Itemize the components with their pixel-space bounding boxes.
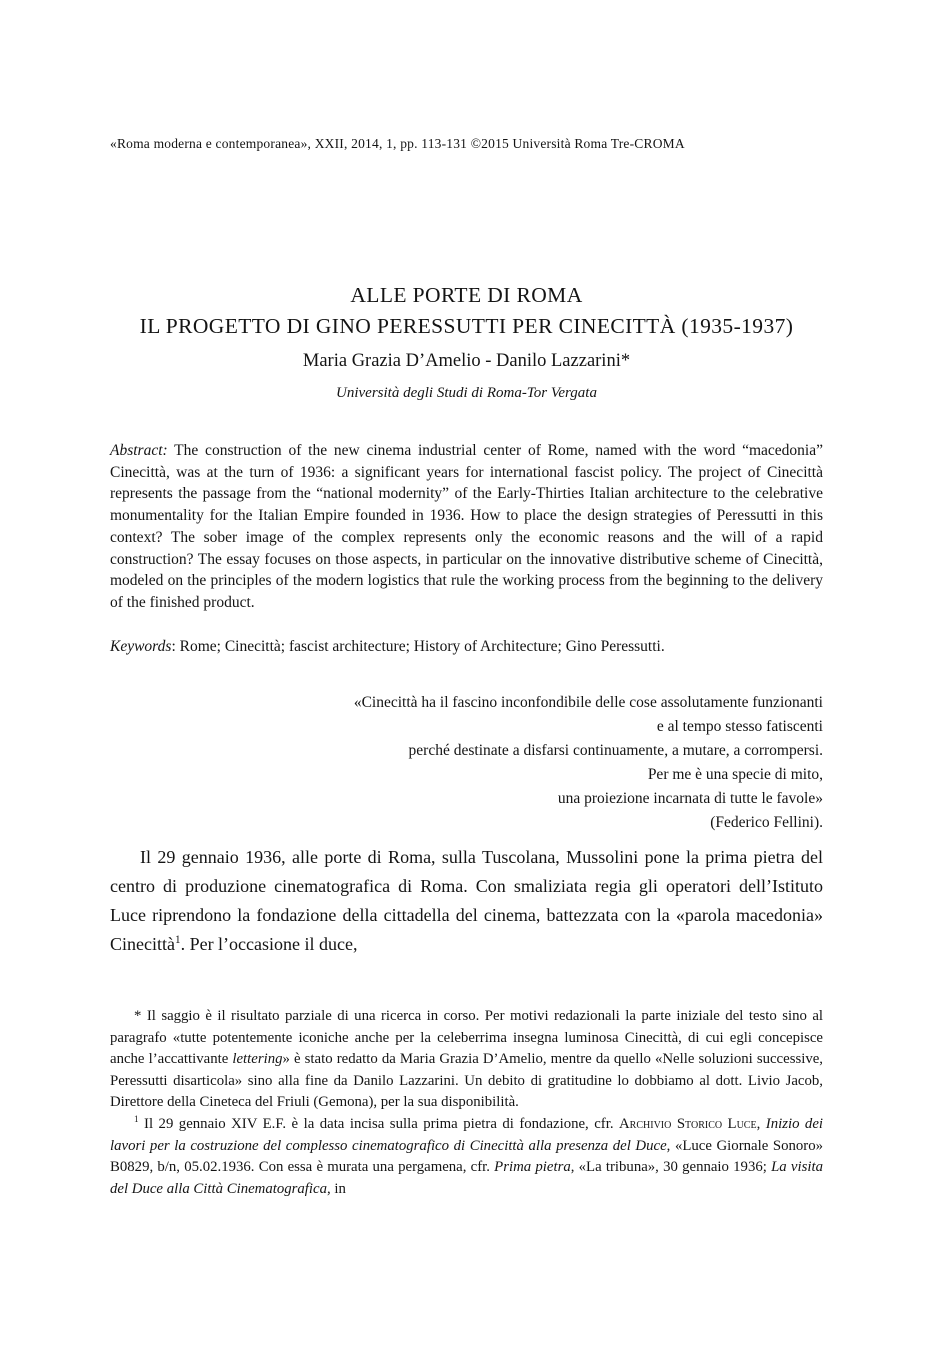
epigraph-line: e al tempo stesso fatiscenti [656,718,823,735]
affiliation-line: Università degli Studi di Roma-Tor Vergata [336,385,597,401]
footnote-1-text: , «Luce Giornale Sonoro» B0829, b/n, 05.02.1936. Con essa è murata una pergamena, cfr. [110,1137,823,1176]
keywords-label: Keywords [110,638,172,655]
abstract-label: Abstract: [110,442,168,459]
keywords-text: : Rome; Cinecittà; fascist architecture; History of Architecture; Gino Peressutti. [171,638,665,655]
paper-title [110,280,823,342]
journal-citation-header: «Roma moderna e contemporanea», XXII, 2014, 1, pp. 113-131 ©2015 Università Roma Tre-CROMA [110,136,685,151]
footnote-star-italic: lettering [232,1051,283,1068]
paper-title-line-2: IL PROGETTO DI GINO PERESSUTTI PER CINECITTÀ (1935-1937) [139,314,794,338]
body-text: Il 29 gennaio 1936, alle porte di Roma, sulla Tuscolana, Mussolini pone la prima pietra del centro di produzione cinematografica di Roma. Con smaliziata regia gli operatori dell’Istituto Luce riprendono la fondazione della cittadella del cinema, battezzata con la «parola macedonia» Cinecittà [110,847,823,954]
footnote-1-text: , «La tribuna», 30 gennaio 1936; [570,1159,772,1176]
footnote-1-italic: Prima pietra [494,1159,571,1176]
epigraph-attribution: (Federico Fellini). [710,814,823,831]
footnote-star-text: » è stato redatto da Maria Grazia D’Amelio, mentre da quello «Nelle soluzioni successive, Peressutti disarticola» sino alla fine da Danilo Lazzarini. Un debito di gratitudine lo dobbiamo al dott. Livio Jacob, Direttore della Cineteca del Friuli (Gemona), per la sua disponibilità. [110,1051,823,1111]
epigraph-line: una proiezione incarnata di tutte le favole» [557,790,823,807]
footnote-1-text: , in [327,1180,346,1197]
footnote-1-text: , [756,1115,766,1132]
footnotes-section [110,1006,823,1200]
body-paragraph [110,843,823,959]
epigraph-line: Per me è una specie di mito, [647,766,823,783]
paper-title-line-1: ALLE PORTE DI ROMA [350,283,583,307]
abstract-paragraph [110,440,823,614]
footnote-star [110,1006,823,1114]
authors-line: Maria Grazia D’Amelio - Danilo Lazzarini* [302,351,631,371]
footnote-reference-1: 1 [174,933,181,946]
epigraph-line: perché destinate a disfarsi continuamente, a mutare, a corrompersi. [408,742,823,759]
epigraph-line: «Cinecittà ha il fascino inconfondibile delle cose assolutamente funzionanti [353,694,823,711]
footnote-star-text: * Il saggio è il risultato parziale di una ricerca in corso. Per motivi redazionali la parte iniziale del testo sino al paragrafo «tutte potentemente iconiche anche per la celeberrima insegna luminosa Cinecittà, di cui egli concepisce anche l’accattivante [110,1008,823,1068]
footnote-1-smallcaps: Archivio Storico Luce [619,1115,757,1132]
body-text: . Per l’occasione il duce, [180,933,358,954]
footnote-1 [110,1114,823,1200]
footnote-1-italic: La visita del Duce alla Città Cinematografica [110,1159,823,1197]
keywords-line [110,636,823,658]
footnote-1-marker: 1 [134,1114,139,1125]
footnote-1-text: Il 29 gennaio XIV E.F. è la data incisa sulla prima pietra di fondazione, cfr. [138,1115,619,1132]
footnote-1-italic: Inizio dei lavori per la costruzione del complesso cinematografico di Cinecittà alla presenza del Duce [110,1115,824,1154]
abstract-text: The construction of the new cinema industrial center of Rome, named with the word “macedonia” Cinecittà, was at the turn of 1936: a significant years for international fascist policy. The project of Cinecittà represents the passage from the “national modernity” of the Early-Thirties Italian architecture to the celebrative monumentality for the Italian Empire founded in 1936. How to place the design strategies of Peressutti in this context? The sober image of the complex represents only the economic reasons and the will of a rapid construction? The essay focuses on those aspects, in particular on the innovative distributive scheme of Cinecittà, modeled on the principles of the modern logistics that rule the working process from the beginning to the delivery of the finished product. [110,442,823,611]
epigraph-quote [110,691,823,835]
